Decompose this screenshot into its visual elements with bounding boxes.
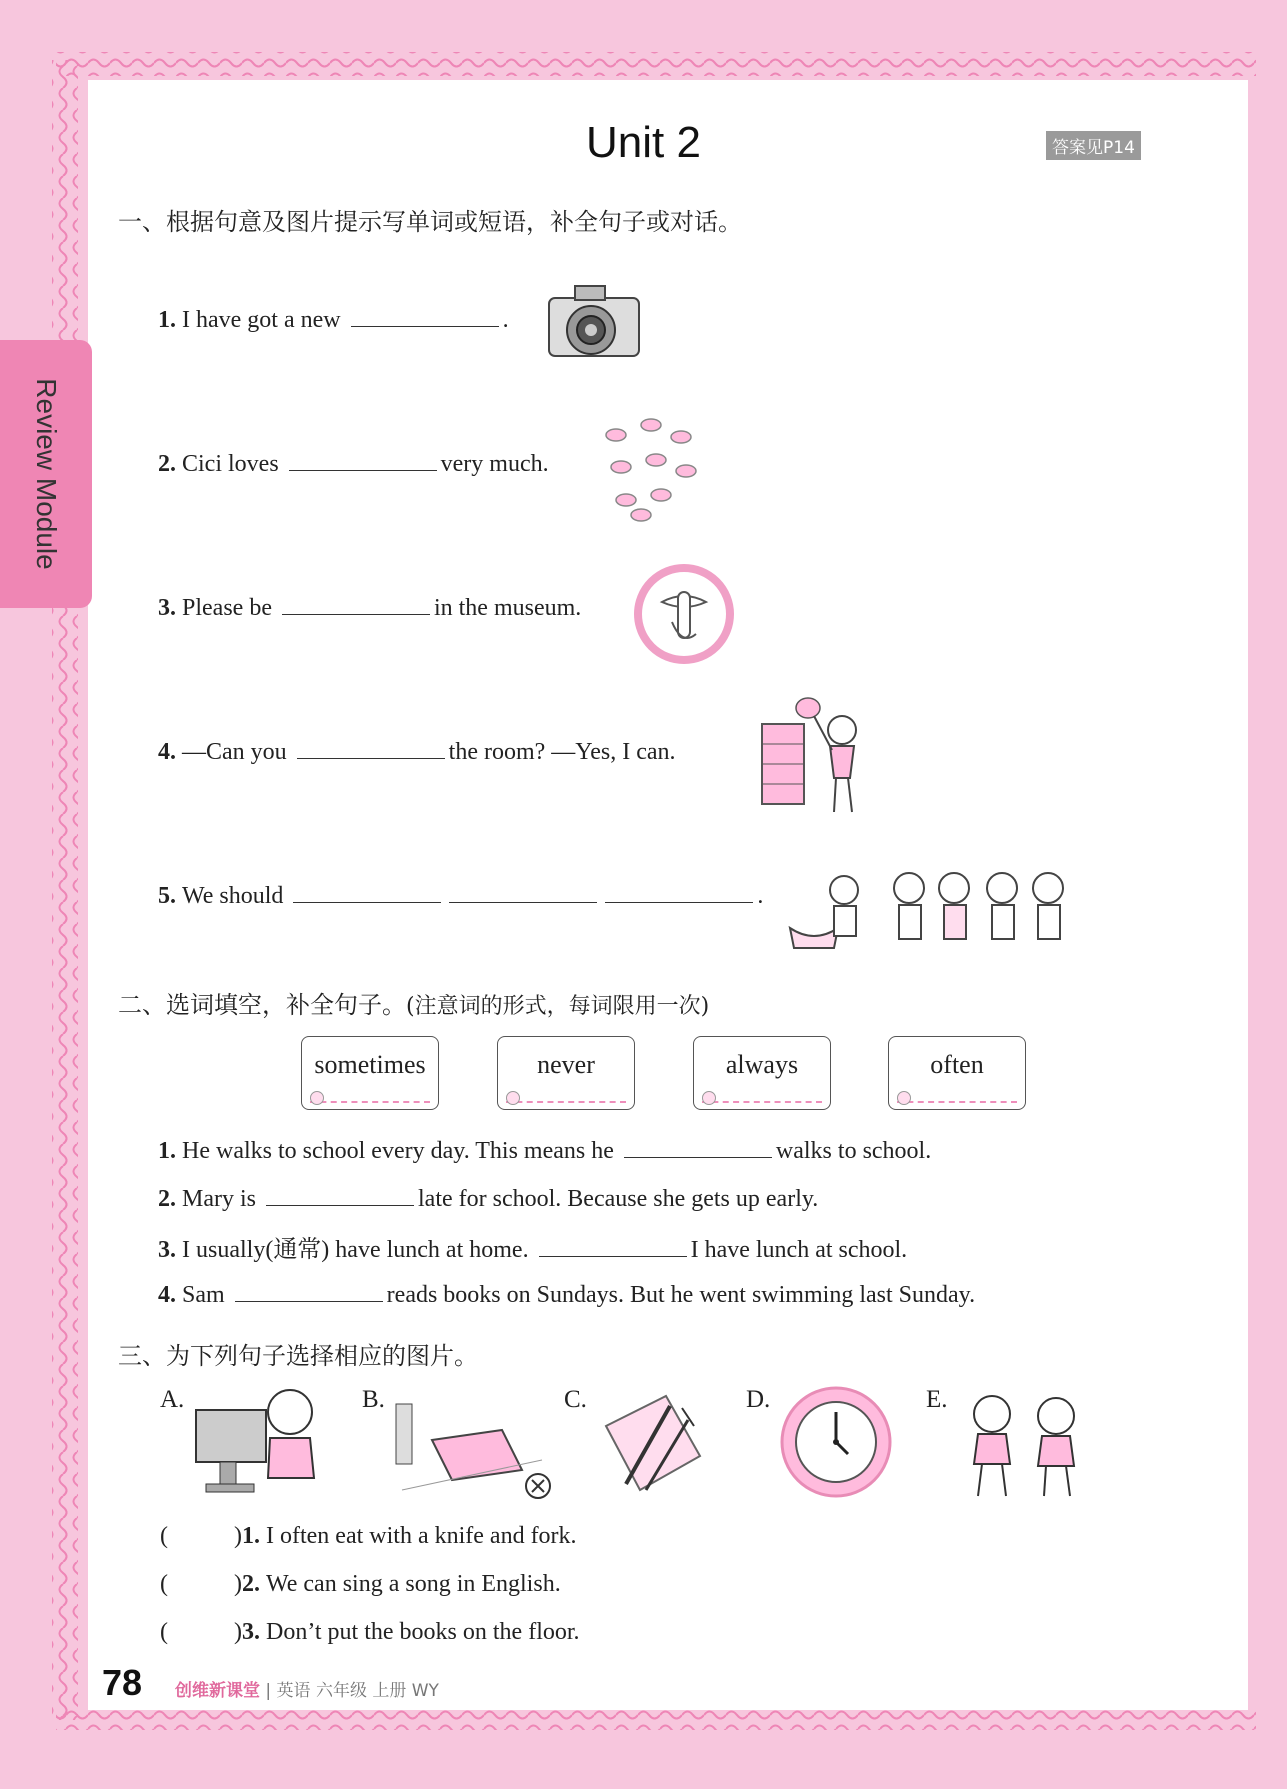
s3-q1-paren-close: ) [234,1523,242,1549]
s3-question-3 [160,1619,580,1646]
s1-q5-answer-blank-3[interactable] [605,878,753,903]
s1-q2-number: 2. [158,451,176,477]
section1-heading: 一、根据句意及图片提示写单词或短语，补全句子或对话。 [118,208,742,236]
s2-q2-tail: late for school. Because she gets up early. [418,1186,819,1212]
s3-q3-text: Don’t put the books on the floor. [266,1619,580,1645]
girls-singing-icon [952,1384,1102,1500]
camera-icon [545,278,645,368]
option-d-label: D. [746,1386,771,1413]
s1-q5-number: 5. [158,883,176,909]
word-card-label: sometimes [314,1050,426,1079]
s1-q1-tail: . [502,307,509,333]
s1-q2-tail: very much. [440,451,549,477]
s1-q5-tail: . [757,883,764,909]
s2-q2-number: 2. [158,1186,176,1212]
s1-q1-number: 1. [158,307,176,333]
s2-q1-text: He walks to school every day. This means he [182,1138,614,1164]
s2-q3-number: 3. [158,1237,176,1263]
s1-q2-text: Cici loves [182,451,279,477]
s1-question-4 [158,734,676,766]
answer-reference-badge: 答案见P14 [1046,131,1141,160]
page-title: Unit 2 [586,118,701,167]
s1-q5-answer-blank-1[interactable] [293,878,441,903]
s1-q1-text: I have got a new [182,307,341,333]
kids-lining-up-icon [784,870,1074,955]
s2-q3-answer-blank[interactable] [539,1232,687,1257]
s2-q1-tail: walks to school. [775,1138,932,1164]
s3-q3-number: 3. [242,1619,260,1645]
s3-q1-paren-open: ( [160,1523,168,1549]
option-b-label: B. [362,1386,385,1413]
side-tab-label: Review Module [31,378,62,570]
knife-and-fork-icon [596,1386,710,1500]
page-number: 78 [102,1662,143,1703]
s2-q4-tail: reads books on Sundays. But he went swimming last Sunday. [386,1282,976,1308]
s1-question-2 [158,446,549,478]
word-card-label: often [930,1050,984,1079]
s2-q4-answer-blank[interactable] [235,1277,383,1302]
option-c-label: C. [564,1386,587,1413]
s1-q5-text: We should [182,883,284,909]
s3-q2-paren-open: ( [160,1571,168,1597]
option-a-label: A. [160,1386,185,1413]
word-card-never [497,1036,635,1110]
s3-question-1 [160,1523,577,1550]
word-card-always [693,1036,831,1110]
s2-q2-answer-blank[interactable] [266,1181,414,1206]
s2-q1-answer-blank[interactable] [624,1133,772,1158]
word-card-label: always [725,1050,799,1079]
books-on-floor-icon [392,1400,552,1504]
s3-q1-number: 1. [242,1523,260,1549]
s1-q4-tail: the room? —Yes, I can. [448,739,676,765]
s2-question-1 [158,1133,931,1165]
side-tab [0,340,92,608]
boy-computer-icon [190,1382,324,1502]
section2-note: (注意词的形式，每词限用一次) [406,994,710,1019]
word-card-label: never [537,1050,595,1079]
s1-q1-answer-blank[interactable] [351,302,499,327]
s2-q4-number: 4. [158,1282,176,1308]
s3-q2-text: We can sing a song in English. [266,1571,561,1597]
s2-q1-number: 1. [158,1138,176,1164]
s3-q3-paren-open: ( [160,1619,168,1645]
s1-q4-answer-blank[interactable] [297,734,445,759]
word-card-often [888,1036,1026,1110]
candies-icon [596,405,706,525]
section2-heading [118,985,709,1020]
footer-brand: 创维新课堂 [175,1681,260,1701]
footer-info [175,1676,439,1701]
section2-heading-text: 二、选词填空，补全句子。 [118,991,406,1019]
s2-question-2 [158,1181,818,1213]
section3-heading: 三、为下列句子选择相应的图片。 [118,1342,478,1370]
s1-q4-text: —Can you [182,739,287,765]
s1-q3-answer-blank[interactable] [282,590,430,615]
footer-book-info: | 英语 六年级 上册 WY [265,1681,439,1701]
s1-q3-number: 3. [158,595,176,621]
quiet-gesture-icon [632,562,736,666]
s1-q3-text: Please be [182,595,272,621]
word-card-sometimes [301,1036,439,1110]
s1-q2-answer-blank[interactable] [289,446,437,471]
s2-q3-text: I usually(通常) have lunch at home. [182,1237,529,1263]
s1-question-1 [158,302,509,334]
s1-q3-tail: in the museum. [433,595,582,621]
s1-question-3 [158,590,581,622]
s3-q2-number: 2. [242,1571,260,1597]
s3-question-2 [160,1571,561,1598]
s1-q5-answer-blank-2[interactable] [449,878,597,903]
s2-q3-tail: I have lunch at school. [690,1237,908,1263]
girl-cleaning-icon [758,694,868,819]
option-e-label: E. [926,1386,948,1413]
s3-q3-paren-close: ) [234,1619,242,1645]
clock-icon [778,1384,894,1500]
s1-q4-number: 4. [158,739,176,765]
s1-question-5 [158,878,763,910]
s2-question-4 [158,1277,975,1309]
s2-question-3 [158,1229,907,1264]
s3-q2-paren-close: ) [234,1571,242,1597]
s3-q1-text: I often eat with a knife and fork. [266,1523,577,1549]
s2-q4-text: Sam [182,1282,225,1308]
s2-q2-text: Mary is [182,1186,256,1212]
